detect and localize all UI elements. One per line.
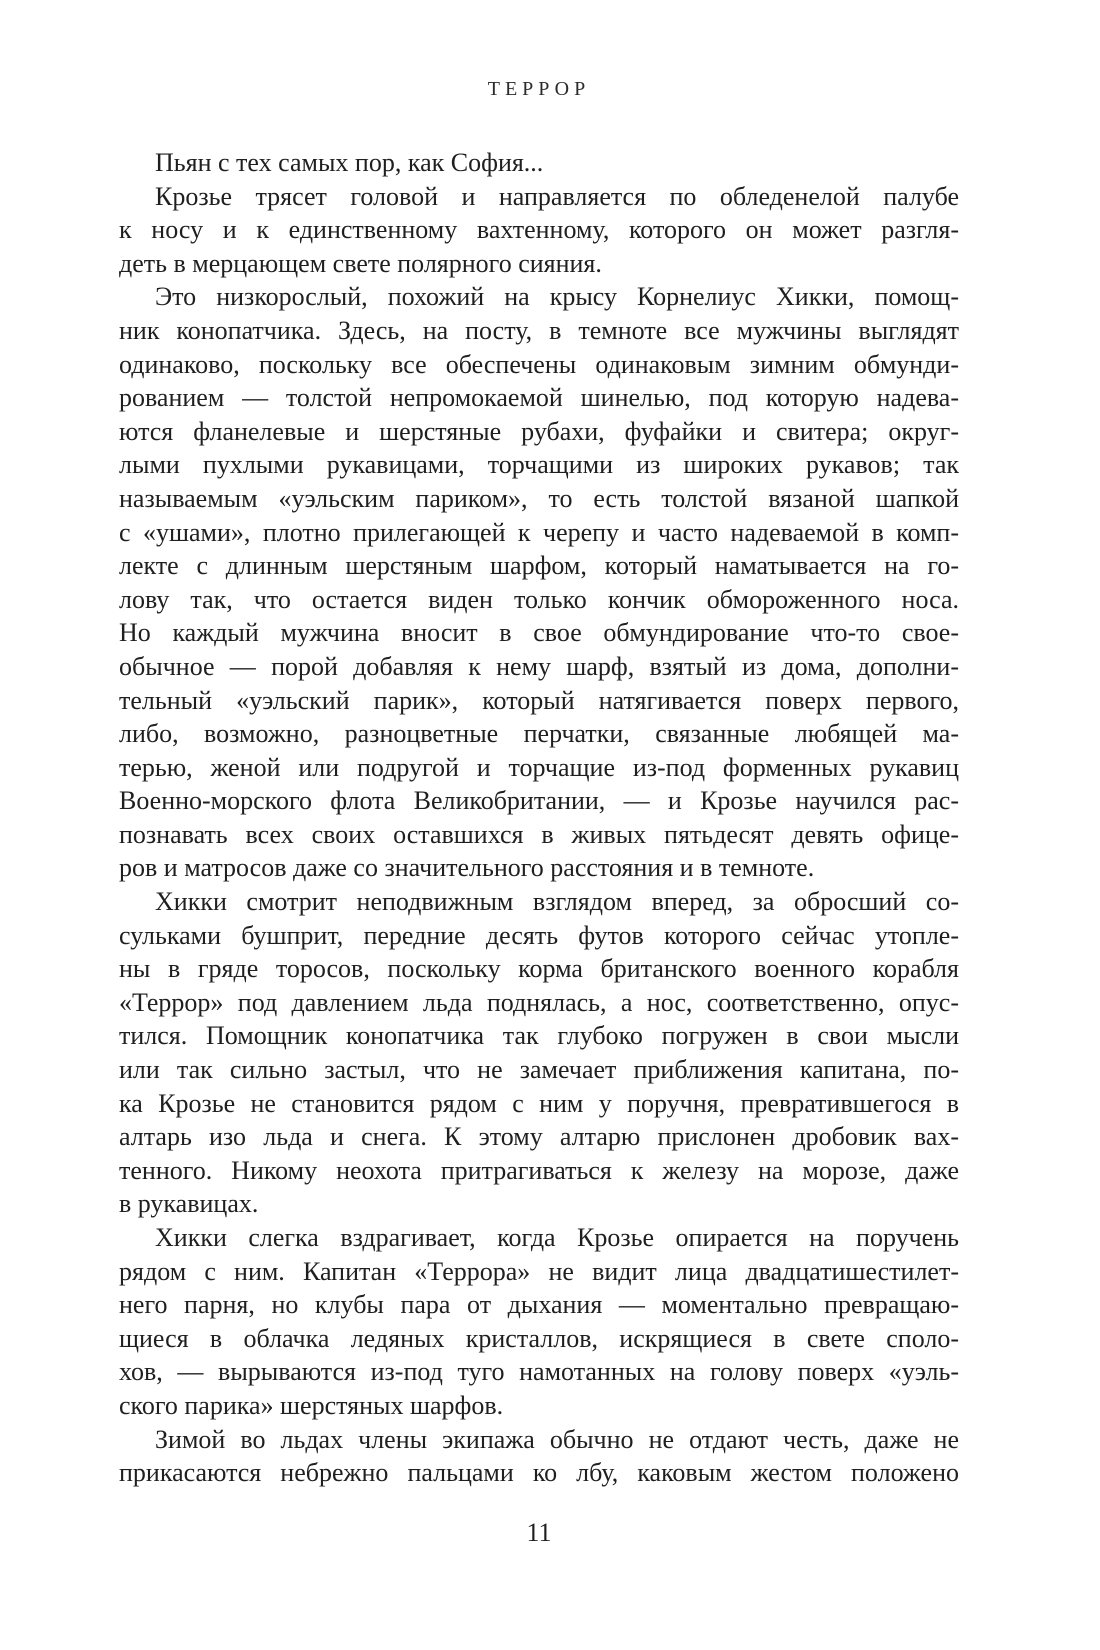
text-line: лекте с длинным шерстяным шарфом, который наматывается на го-: [119, 551, 959, 581]
text-line: тился. Помощник конопатчика так глубоко погружен в свои мысли: [119, 1021, 959, 1051]
text-line: ров и матросов даже со значительного расстояния и в темноте.: [119, 853, 815, 883]
text-line: ны в гряде торосов, поскольку корма британского военного корабля: [119, 954, 959, 984]
text-line: алтарь изо льда и снега. К этому алтарю прислонен дробовик вах-: [119, 1122, 959, 1152]
text-line: лыми пухлыми рукавицами, торчащими из широких рукавов; так: [119, 450, 959, 480]
text-line: ются фланелевые и шерстяные рубахи, фуфайки и свитера; округ-: [119, 416, 959, 446]
text-line: с «ушами», плотно прилегающей к черепу и часто надеваемой в комп-: [119, 517, 959, 547]
text-line: к носу и к единственному вахтенному, которого он может разгля-: [119, 215, 959, 245]
text-line: прикасаются небрежно пальцами ко лбу, каковым жестом положено: [119, 1458, 959, 1488]
running-header: ТЕРРОР: [487, 78, 591, 100]
text-line: терью, женой или подругой и торчащие из-под форменных рукавиц: [119, 752, 959, 782]
text-line: называемым «уэльским париком», то есть толстой вязаной шапкой: [119, 483, 959, 513]
text-line: одинаково, поскольку все обеспечены одинаковым зимним обмунди-: [119, 349, 959, 379]
text-line: «Террор» под давлением льда поднялась, а нос, соответственно, опус-: [119, 987, 959, 1017]
text-line: сульками бушприт, передние десять футов которого сейчас утопле-: [119, 920, 959, 950]
text-line: тельный «уэльский парик», который натягивается поверх первого,: [119, 685, 959, 715]
text-line: Пьян с тех самых пор, как София...: [155, 148, 544, 177]
text-line: Но каждый мужчина вносит в свое обмундирование что-то свое-: [119, 618, 959, 648]
text-line: щиеся в облачка ледяных кристаллов, искрящиеся в свете споло-: [119, 1323, 959, 1353]
text-line: Зимой во льдах члены экипажа обычно не отдают честь, даже не: [155, 1424, 959, 1454]
text-line: или так сильно застыл, что не замечает приближения капитана, по-: [119, 1055, 959, 1085]
text-line: тенного. Никому неохота притрагиваться к железу на морозе, даже: [119, 1155, 959, 1185]
page-number: 11: [526, 1518, 552, 1547]
text-line: ка Крозье не становится рядом с ним у поручня, превратившегося в: [119, 1088, 959, 1118]
text-line: деть в мерцающем свете полярного сияния.: [119, 248, 602, 278]
text-line: Крозье трясет головой и направляется по обледенелой палубе: [155, 181, 959, 211]
text-line: обычное — порой добавляя к нему шарф, взятый из дома, дополни-: [119, 651, 959, 681]
text-line: рядом с ним. Капитан «Террора» не видит лица двадцатишестилет-: [119, 1256, 959, 1286]
text-line: хов, — вырываются из-под туго намотанных на голову поверх «уэль-: [119, 1357, 959, 1387]
text-line: познавать всех своих оставшихся в живых пятьдесят девять офице-: [119, 819, 959, 849]
text-line: него парня, но клубы пара от дыхания — моментально превращаю-: [119, 1290, 959, 1320]
text-line: Военно-морского флота Великобритании, — и Крозье научился рас-: [119, 786, 959, 816]
text-line: Хикки смотрит неподвижным взглядом вперед, за обросший со-: [155, 887, 959, 917]
text-line: Это низкорослый, похожий на крысу Корнелиус Хикки, помощ-: [155, 282, 959, 312]
body-text: [119, 146, 959, 1490]
text-line: Хикки слегка вздрагивает, когда Крозье опирается на поручень: [155, 1223, 959, 1252]
text-line: рованием — толстой непромокаемой шинелью, под которую надева-: [119, 383, 959, 413]
text-line: лову так, что остается виден только кончик обмороженного носа.: [119, 584, 959, 614]
text-line: ского парика» шерстяных шарфов.: [119, 1390, 504, 1420]
text-line: либо, возможно, разноцветные перчатки, связанные любящей ма-: [119, 719, 959, 749]
text-line: ник конопатчика. Здесь, на посту, в темноте все мужчины выглядят: [119, 315, 959, 345]
text-line: в рукавицах.: [119, 1189, 259, 1219]
